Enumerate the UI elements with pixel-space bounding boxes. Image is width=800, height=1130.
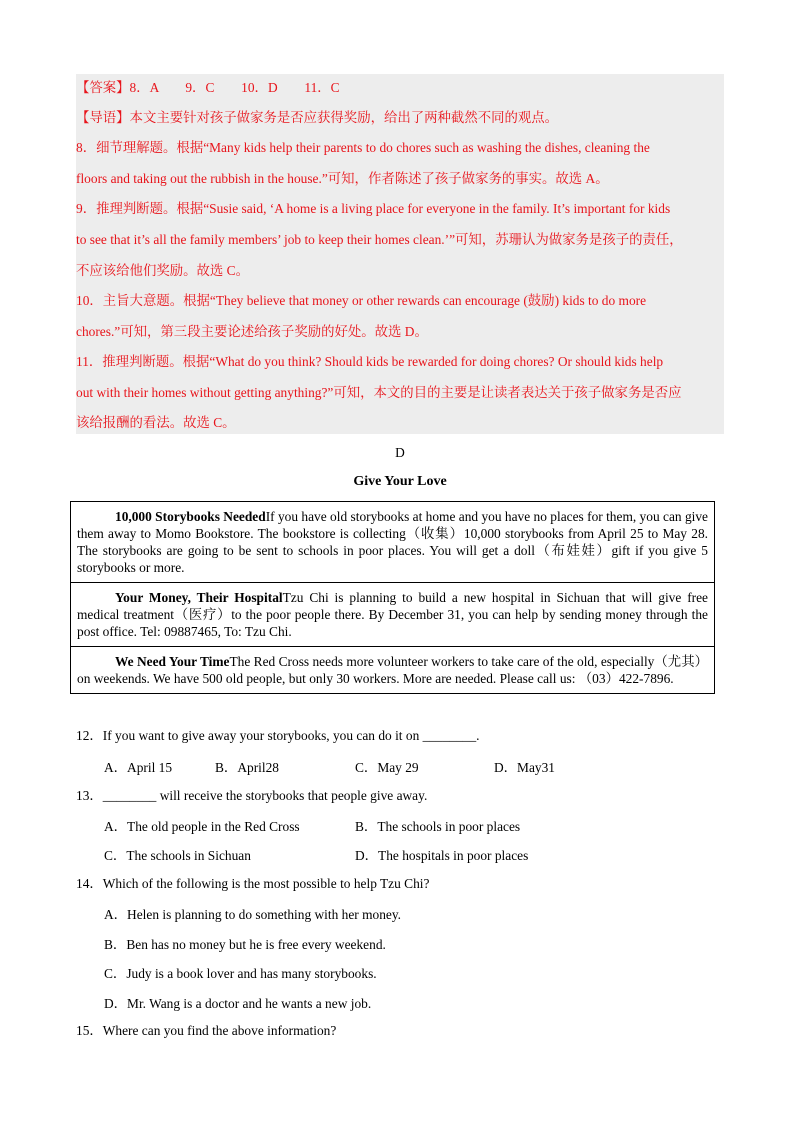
question-12-stem: 12．If you want to give away your storybooks, you can do it on ________. [76,728,480,743]
notice-heading: 10,000 Storybooks Needed [115,509,266,524]
passage-title: Give Your Love [353,474,447,489]
explanation-line: 该给报酬的看法。故选 C。 [76,415,236,430]
explanation-line: floors and taking out the rubbish in the house.”可知，作者陈述了孩子做家务的事实。故选 A。 [76,171,609,186]
notices-table [70,501,715,694]
notice-row [71,502,715,583]
q13-option-a: A．The old people in the Red Cross [104,819,300,834]
notice-row [71,583,715,647]
notice-row [71,647,715,694]
explanation-line: out with their homes without getting anything?”可知，本文的目的主要是让读者表达关于孩子做家务是否应 [76,385,682,400]
q12-option-d: D．May31 [494,760,555,775]
notice-cell [71,647,715,694]
explanation-line: 8．细节理解题。根据“Many kids help their parents to do chores such as washing the dishes, cleaning the [76,140,650,155]
notice-cell [71,583,715,647]
question-13-stem: 13．________ will receive the storybooks that people give away. [76,788,428,803]
notice-cell [71,502,715,583]
q12-option-a: A．April 15 [104,760,173,775]
notice-heading: We Need Your Time [115,654,230,669]
explanation-line: 10．主旨大意题。根据“They believe that money or other rewards can encourage (鼓励) kids to do more [76,293,647,308]
question-14-stem: 14．Which of the following is the most possible to help Tzu Chi? [76,876,430,891]
guide-text: 【导语】本文主要针对孩子做家务是否应获得奖励，给出了两种截然不同的观点。 [76,110,559,125]
q14-option-c: C．Judy is a book lover and has many storybooks. [104,966,377,981]
explanation-line: chores.”可知，第三段主要论述给孩子奖励的好处。故选 D。 [76,324,428,339]
notice-body: The Red Cross needs more volunteer workers to take care of the old, especially（尤其）on weekends. We have 500 old people, but only 30 workers. More are needed. Please call us: （03）422-7896. [77,654,708,686]
notice-body: If you have old storybooks at home and you have no places for them, you can give them away to Momo Bookstore. The bookstore is collecting（收集）10,000 storybooks from April 25 to May 28. The storybooks are going to be sent to schools in poor places. You will get a doll（布娃娃）gift if you give 5 storybooks or more. [77,509,708,575]
q13-option-b: B．The schools in poor places [355,819,521,834]
notice-body: Tzu Chi is planning to build a new hospital in Sichuan that will give free medical treatment（医疗）to the poor people there. By December 31, you can help by sending money through the post office. Tel: 09887465, To: Tzu Chi. [77,590,708,639]
q13-option-c: C．The schools in Sichuan [104,848,251,863]
explanation-line: 9．推理判断题。根据“Susie said, ‘A home is a living place for everyone in the family. It’s important for kids [76,201,671,216]
answer-key: 【答案】8．A 9．C 10．D 11．C [76,80,340,95]
notice-heading: Your Money, Their Hospital [115,590,283,605]
q13-option-d: D．The hospitals in poor places [355,848,529,863]
section-letter: D [395,445,405,460]
q12-option-c: C．May 29 [355,760,419,775]
question-15-stem: 15．Where can you find the above information? [76,1023,337,1038]
q14-option-a: A．Helen is planning to do something with her money. [104,907,402,922]
answer-explanation-block [76,74,724,434]
q14-option-d: D．Mr. Wang is a doctor and he wants a new job. [104,996,372,1011]
explanation-line: to see that it’s all the family members’ job to keep their homes clean.’”可知，苏珊认为做家务是孩子的责任， [76,232,683,247]
q12-option-b: B．April28 [215,760,279,775]
explanation-line: 不应该给他们奖励。故选 C。 [76,263,249,278]
explanation-line: 11．推理判断题。根据“What do you think? Should kids be rewarded for doing chores? Or should kids help [76,354,664,369]
q14-option-b: B．Ben has no money but he is free every weekend. [104,937,386,952]
